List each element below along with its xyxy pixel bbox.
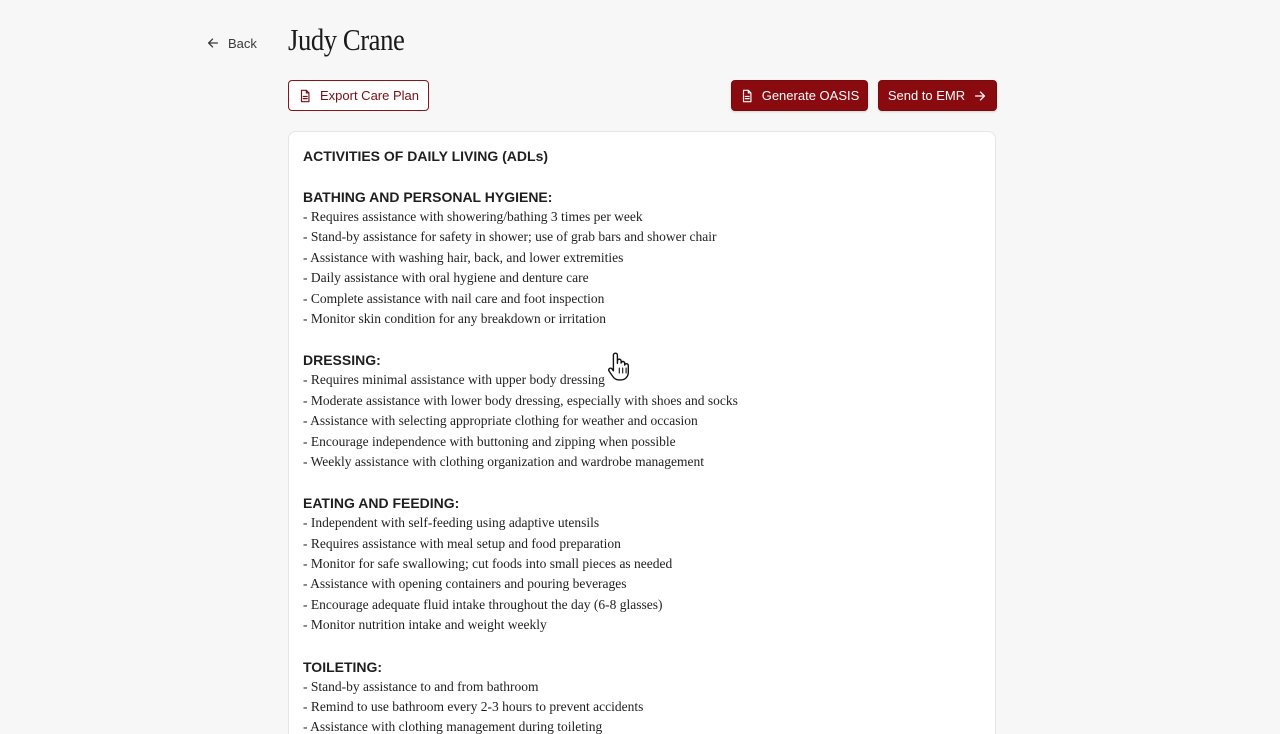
list-item: - Encourage adequate fluid intake throughout the day (6-8 glasses) <box>303 596 663 612</box>
list-item: - Encourage independence with buttoning and zipping when possible <box>303 433 676 449</box>
care-plan-document[interactable] <box>288 131 996 734</box>
list-item: - Independent with self-feeding using adaptive utensils <box>303 515 600 531</box>
generate-oasis-label: Generate OASIS <box>761 88 860 103</box>
arrow-left-icon <box>206 36 220 50</box>
list-item: - Monitor nutrition intake and weight weekly <box>303 617 547 633</box>
section-toileting <box>303 657 981 734</box>
list-item: - Daily assistance with oral hygiene and denture care <box>303 270 589 286</box>
list-item: - Moderate assistance with lower body dressing, especially with shoes and socks <box>303 392 738 408</box>
document-icon <box>740 89 754 103</box>
list-item: - Assistance with clothing management during toileting <box>303 719 603 734</box>
list-item: - Requires minimal assistance with upper body dressing <box>303 372 605 388</box>
list-item: - Monitor skin condition for any breakdown or irritation <box>303 310 606 326</box>
generate-oasis-button[interactable] <box>731 80 868 111</box>
export-care-plan-button[interactable] <box>288 80 429 111</box>
document-icon <box>298 89 312 103</box>
back-button[interactable] <box>206 33 257 53</box>
send-to-emr-label: Send to EMR <box>887 88 966 103</box>
section-bathing <box>303 187 981 329</box>
patient-name: Judy Crane <box>288 22 405 57</box>
arrow-right-icon <box>973 89 987 103</box>
section-heading: EATING AND FEEDING: <box>303 495 460 512</box>
list-item: - Stand-by assistance for safety in shower; use of grab bars and shower chair <box>303 229 717 245</box>
list-item: - Weekly assistance with clothing organization and wardrobe management <box>303 453 705 469</box>
send-to-emr-button[interactable] <box>878 80 997 111</box>
list-item: - Monitor for safe swallowing; cut foods into small pieces as needed <box>303 556 673 572</box>
section-heading: BATHING AND PERSONAL HYGIENE: <box>303 189 553 205</box>
back-label: Back <box>228 35 257 51</box>
list-item: - Complete assistance with nail care and foot inspection <box>303 290 605 306</box>
list-item: - Assistance with selecting appropriate clothing for weather and occasion <box>303 413 698 429</box>
list-item: - Requires assistance with showering/bathing 3 times per week <box>303 209 643 224</box>
export-care-plan-label: Export Care Plan <box>320 88 419 103</box>
section-heading: DRESSING: <box>303 352 381 369</box>
list-item: - Assistance with opening containers and pouring beverages <box>303 576 627 592</box>
list-item: - Requires assistance with meal setup and food preparation <box>303 535 621 551</box>
section-eating <box>303 493 981 635</box>
list-item: - Remind to use bathroom every 2-3 hours to prevent accidents <box>303 699 644 715</box>
section-heading: TOILETING: <box>303 658 383 675</box>
section-dressing <box>303 350 981 472</box>
list-item: - Assistance with washing hair, back, and lower extremities <box>303 249 624 265</box>
document-title: ACTIVITIES OF DAILY LIVING (ADLs) <box>303 148 549 164</box>
list-item: - Stand-by assistance to and from bathroom <box>303 678 539 694</box>
